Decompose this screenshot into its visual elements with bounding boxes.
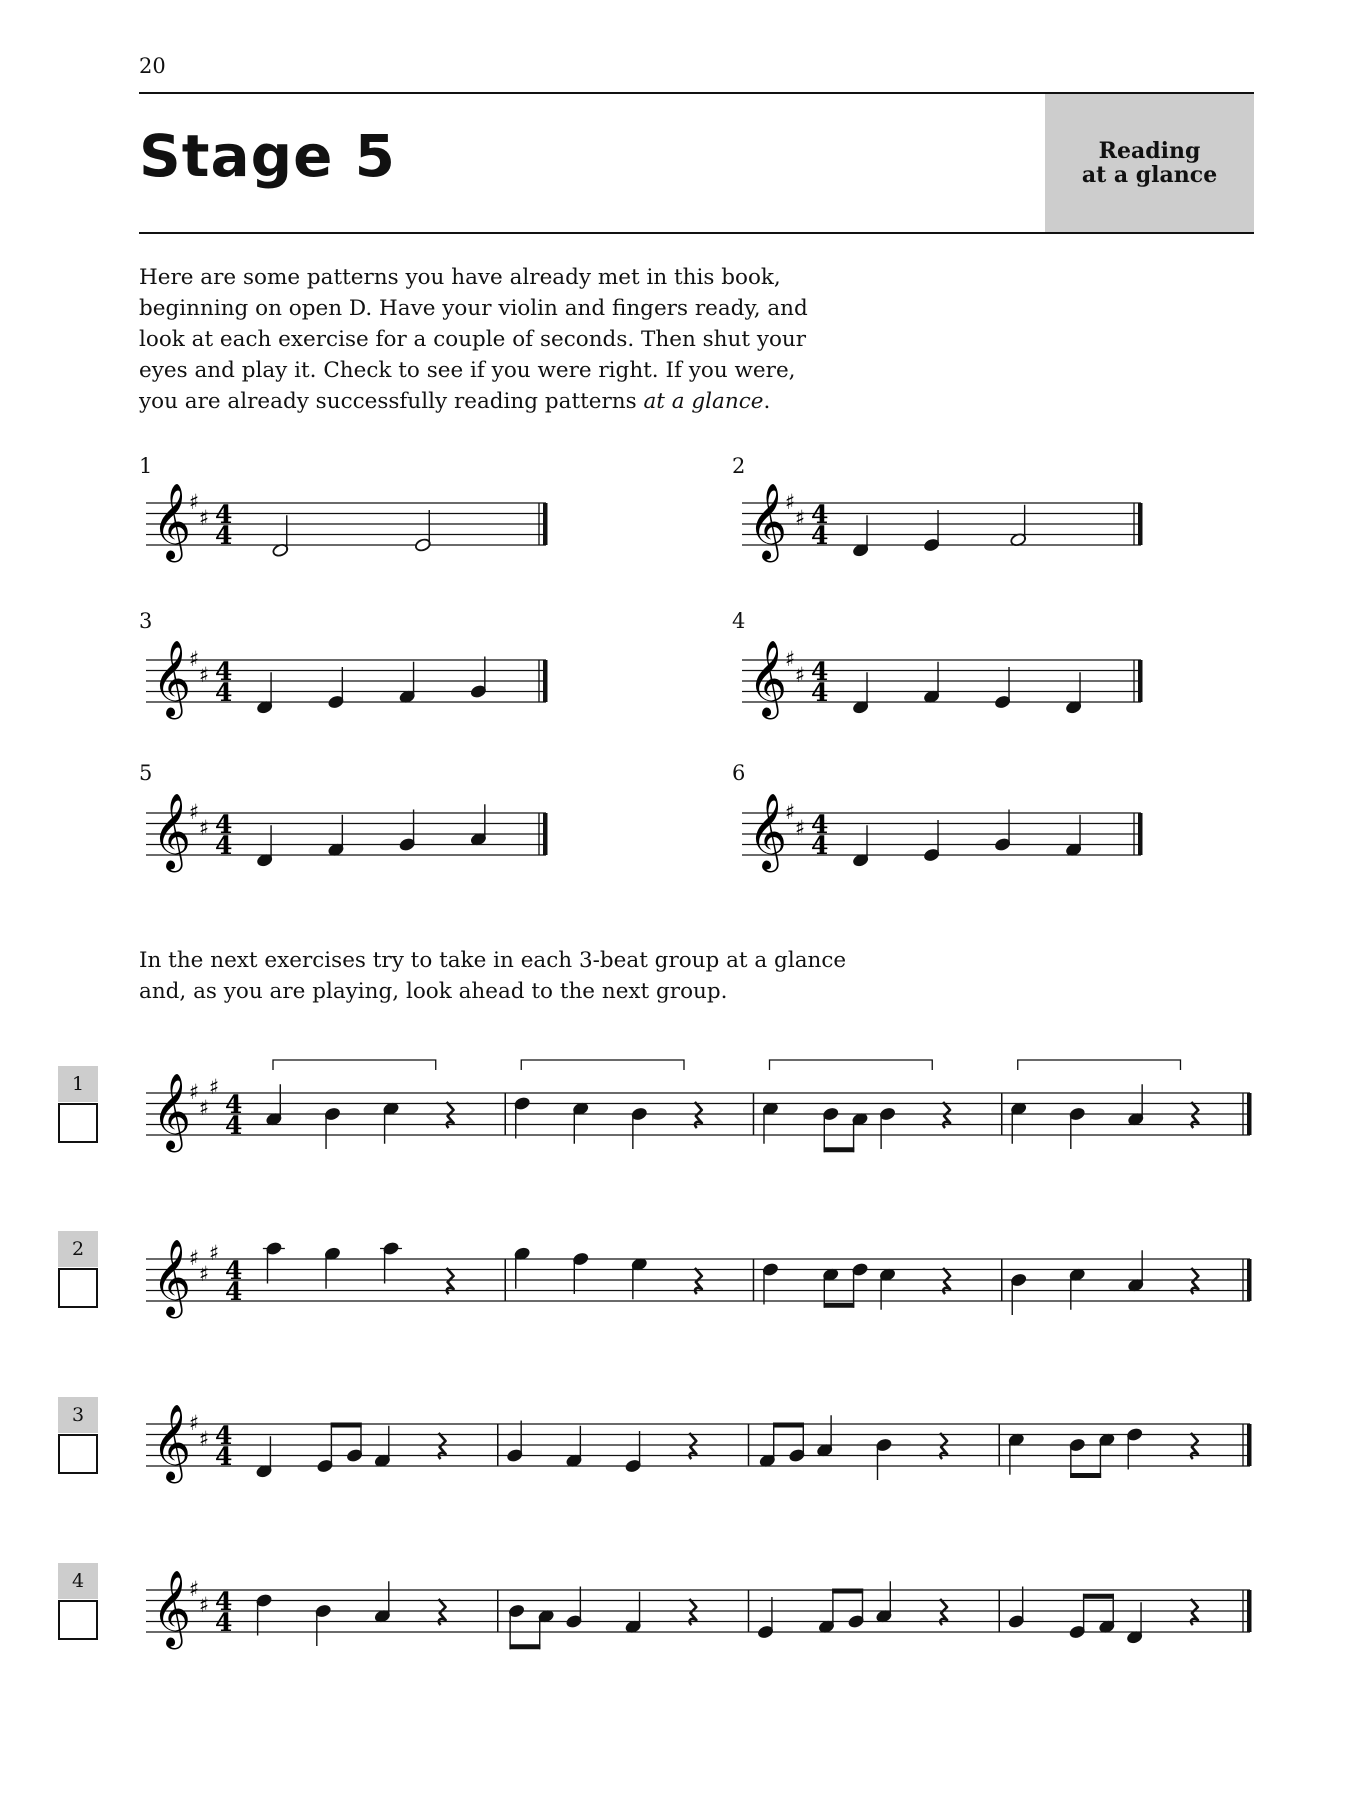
final-bar-thick xyxy=(1138,813,1143,855)
final-bar-thick xyxy=(1138,503,1143,545)
time-signature-bottom: 4 xyxy=(215,678,233,707)
treble-clef: 𝄞 xyxy=(152,639,192,717)
final-bar-thick xyxy=(1247,1093,1252,1135)
final-bar-thick xyxy=(543,813,548,855)
time-signature-top: 4 xyxy=(811,657,829,686)
treble-clef: 𝄞 xyxy=(152,1569,192,1647)
group-bracket xyxy=(770,1060,933,1070)
pattern-label: 2 xyxy=(732,454,746,478)
page-number: 20 xyxy=(139,54,166,78)
time-signature-top: 4 xyxy=(225,1256,243,1285)
sharp-sign: ♯ xyxy=(795,662,806,687)
time-signature-top: 4 xyxy=(215,1587,233,1616)
treble-clef: 𝄞 xyxy=(152,1238,192,1316)
exercise-number: 2 xyxy=(58,1231,98,1267)
beam xyxy=(824,1303,855,1308)
time-signature-top: 4 xyxy=(215,810,233,839)
time-signature-bottom: 4 xyxy=(225,1111,243,1140)
sharp-sign: ♯ xyxy=(209,1240,220,1265)
treble-clef: 𝄞 xyxy=(748,482,788,560)
sharp-sign: ♯ xyxy=(189,1080,200,1104)
sharp-sign: ♯ xyxy=(189,1411,200,1435)
time-signature-top: 4 xyxy=(215,1421,233,1450)
sharp-sign: ♯ xyxy=(199,815,210,840)
page-title: Stage 5 xyxy=(139,122,397,190)
sharp-sign: ♯ xyxy=(795,815,806,840)
intro-line: beginning on open D. Have your violin and fingers ready, and xyxy=(139,296,808,321)
beam xyxy=(1083,1594,1114,1599)
treble-clef: 𝄞 xyxy=(748,792,788,870)
intro-line: you are already successfully reading patterns xyxy=(139,389,644,414)
sharp-sign: ♯ xyxy=(189,800,200,824)
final-bar-thick xyxy=(1247,1259,1252,1301)
beam xyxy=(1070,1473,1101,1478)
final-bar-thick xyxy=(543,503,548,545)
final-bar-thick xyxy=(543,660,548,702)
final-bar-thick xyxy=(1247,1590,1252,1632)
time-signature-bottom: 4 xyxy=(811,831,829,860)
time-signature-bottom: 4 xyxy=(811,678,829,707)
time-signature-top: 4 xyxy=(215,500,233,529)
group-bracket xyxy=(273,1060,436,1070)
pattern-label: 3 xyxy=(139,609,153,633)
sharp-sign: ♯ xyxy=(199,1095,210,1120)
pattern-label: 1 xyxy=(139,454,153,478)
sharp-sign: ♯ xyxy=(189,1577,200,1601)
treble-clef: 𝄞 xyxy=(748,639,788,717)
intro-line: eyes and play it. Check to see if you were right. If you were, xyxy=(139,358,796,383)
exercise-number: 4 xyxy=(58,1563,98,1599)
sharp-sign: ♯ xyxy=(189,490,200,514)
sharp-sign: ♯ xyxy=(785,800,796,824)
treble-clef: 𝄞 xyxy=(152,1403,192,1481)
time-signature-bottom: 4 xyxy=(215,521,233,550)
time-signature-top: 4 xyxy=(225,1090,243,1119)
beam xyxy=(331,1423,362,1428)
instruction-line: In the next exercises try to take in each 3-beat group at a glance xyxy=(139,948,847,973)
beam xyxy=(509,1644,540,1649)
treble-clef: 𝄞 xyxy=(152,792,192,870)
time-signature-bottom: 4 xyxy=(215,1442,233,1471)
sharp-sign: ♯ xyxy=(795,505,806,530)
sharp-sign: ♯ xyxy=(785,647,796,671)
intro-line: Here are some patterns you have already met in this book, xyxy=(139,265,781,290)
exercise-number: 1 xyxy=(58,1066,98,1102)
treble-clef: 𝄞 xyxy=(152,482,192,560)
pattern-label: 6 xyxy=(732,761,746,785)
sharp-sign: ♯ xyxy=(189,647,200,671)
time-signature-bottom: 4 xyxy=(215,1608,233,1637)
time-signature-top: 4 xyxy=(215,657,233,686)
treble-clef: 𝄞 xyxy=(152,1072,192,1150)
sharp-sign: ♯ xyxy=(199,1592,210,1617)
beam xyxy=(824,1147,855,1152)
exercise-number: 3 xyxy=(58,1397,98,1433)
sharp-sign: ♯ xyxy=(189,1246,200,1270)
final-bar-thick xyxy=(1247,1424,1252,1466)
time-signature-bottom: 4 xyxy=(215,831,233,860)
sharp-sign: ♯ xyxy=(199,662,210,687)
time-signature-top: 4 xyxy=(811,810,829,839)
beam xyxy=(773,1423,804,1428)
sharp-sign: ♯ xyxy=(785,490,796,514)
intro-emphasis: at a glance xyxy=(643,389,764,414)
sharp-sign: ♯ xyxy=(199,1261,210,1286)
group-bracket xyxy=(521,1060,684,1070)
instruction-line: and, as you are playing, look ahead to the next group. xyxy=(139,979,728,1004)
pattern-label: 5 xyxy=(139,761,153,785)
time-signature-bottom: 4 xyxy=(811,521,829,550)
sharp-sign: ♯ xyxy=(209,1074,220,1099)
time-signature-top: 4 xyxy=(811,500,829,529)
group-bracket xyxy=(1018,1060,1181,1070)
sharp-sign: ♯ xyxy=(199,1426,210,1451)
intro-line-end: . xyxy=(763,389,771,414)
intro-line: look at each exercise for a couple of seconds. Then shut your xyxy=(139,327,807,352)
final-bar-thick xyxy=(1138,660,1143,702)
section-tab-line-2: at a glance xyxy=(1081,162,1218,188)
sharp-sign: ♯ xyxy=(199,505,210,530)
time-signature-bottom: 4 xyxy=(225,1277,243,1306)
beam xyxy=(832,1589,863,1594)
section-tab-line-1: Reading xyxy=(1098,138,1201,164)
pattern-label: 4 xyxy=(732,609,746,633)
